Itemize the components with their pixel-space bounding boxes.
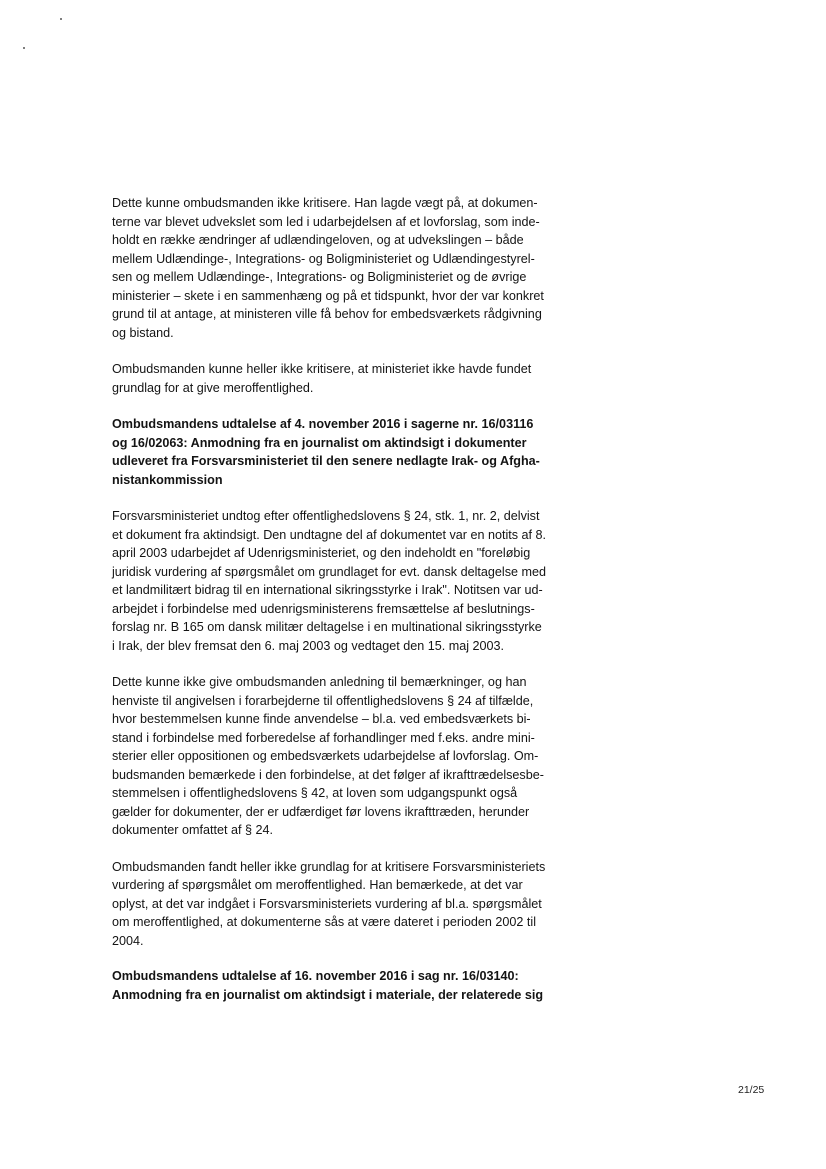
text-line: i Irak, der blev fremsat den 6. maj 2003 og vedtaget den 15. maj 2003. xyxy=(112,638,505,653)
text-line: ministerier – skete i en sammenhæng og på et tidspunkt, hvor der var konkret xyxy=(112,288,544,303)
text-line: juridisk vurdering af spørgsmålet om grundlaget for evt. dansk deltagelse med xyxy=(112,564,546,579)
text-line: sen og mellem Udlændinge-, Integrations- og Boligministeriet og de øvrige xyxy=(112,270,527,284)
text-line: april 2003 udarbejdet af Udenrigsministeriet, og den indeholdt en "foreløbig xyxy=(112,546,531,560)
text-line: et landmilitært bidrag til en international sikringsstyrke i Irak". Notitsen var ud- xyxy=(112,583,543,597)
section-heading-2 xyxy=(112,967,574,1004)
scan-speck xyxy=(23,47,25,49)
heading-line: nistankommission xyxy=(112,472,223,487)
text-line: grundlag for at give meroffentlighed. xyxy=(112,380,314,395)
text-line: terne var blevet udvekslet som led i udarbejdelsen af et lovforslag, som inde- xyxy=(112,214,540,229)
text-line: Ombudsmanden kunne heller ikke kritisere, at ministeriet ikke havde fundet xyxy=(112,362,532,376)
text-line: sterier eller oppositionen og embedsværkets udarbejdelse af lovforslag. Om- xyxy=(112,749,539,763)
document-body xyxy=(112,194,574,1004)
text-line: stemmelsen i offentlighedslovens § 42, at loven som udgangspunkt også xyxy=(112,786,518,800)
paragraph-1 xyxy=(112,194,574,342)
page-number: 21/25 xyxy=(738,1084,765,1096)
text-line: om meroffentlighed, at dokumenterne sås at være dateret i perioden 2002 til xyxy=(112,915,537,929)
text-line: Forsvarsministeriet undtog efter offentlighedslovens § 24, stk. 1, nr. 2, delvist xyxy=(112,509,540,523)
text-line: Ombudsmanden fandt heller ikke grundlag for at kritisere Forsvarsministeriets xyxy=(112,859,546,874)
heading-line: og 16/02063: Anmodning fra en journalist om aktindsigt i dokumenter xyxy=(112,435,527,450)
paragraph-2 xyxy=(112,360,574,397)
scan-speck xyxy=(60,18,62,20)
heading-line: Anmodning fra en journalist om aktindsigt i materiale, der relaterede sig xyxy=(112,987,544,1002)
text-line: Dette kunne ikke give ombudsmanden anledning til bemærkninger, og han xyxy=(112,675,527,689)
text-line: henviste til angivelsen i forarbejderne til offentlighedslovens § 24 af tilfælde, xyxy=(112,693,534,708)
text-line: 2004. xyxy=(112,933,144,948)
paragraph-3 xyxy=(112,507,574,655)
text-line: og bistand. xyxy=(112,325,174,340)
text-line: budsmanden bemærkede i den forbindelse, at det følger af ikrafttrædelsesbe- xyxy=(112,767,544,782)
text-line: Dette kunne ombudsmanden ikke kritisere. Han lagde vægt på, at dokumen- xyxy=(112,196,538,210)
paragraph-5 xyxy=(112,858,574,951)
text-line: holdt en række ændringer af udlændingeloven, og at udvekslingen – både xyxy=(112,233,524,247)
text-line: dokumenter omfattet af § 24. xyxy=(112,823,274,837)
text-line: vurdering af spørgsmålet om meroffentlighed. Han bemærkede, at det var xyxy=(112,878,523,892)
text-line: hvor bestemmelsen kunne finde anvendelse – bl.a. ved embedsværkets bi- xyxy=(112,712,531,726)
text-line: mellem Udlændinge-, Integrations- og Boligministeriet og Udlændingestyrel- xyxy=(112,251,535,266)
heading-line: udleveret fra Forsvarsministeriet til den senere nedlagte Irak- og Afgha- xyxy=(112,454,540,468)
text-line: oplyst, at det var indgået i Forsvarsministeriets vurdering af bl.a. spørgsmålet xyxy=(112,896,542,911)
text-line: arbejdet i forbindelse med udenrigsministerens fremsættelse af beslutnings- xyxy=(112,601,535,616)
text-line: et dokument fra aktindsigt. Den undtagne del af dokumentet var en notits af 8. xyxy=(112,527,547,542)
paragraph-4 xyxy=(112,673,574,840)
text-line: stand i forbindelse med forberedelse af forhandlinger med f.eks. andre mini- xyxy=(112,730,535,745)
text-line: gælder for dokumenter, der er udfærdiget før lovens ikrafttræden, herunder xyxy=(112,804,530,819)
text-line: grund til at antage, at ministeren ville få behov for embedsværkets rådgivning xyxy=(112,307,542,321)
text-line: forslag nr. B 165 om dansk militær deltagelse i en multinational sikringsstyrke xyxy=(112,620,542,634)
heading-line: Ombudsmandens udtalelse af 4. november 2016 i sagerne nr. 16/03116 xyxy=(112,417,534,431)
section-heading-1 xyxy=(112,415,574,489)
heading-line: Ombudsmandens udtalelse af 16. november 2016 i sag nr. 16/03140: xyxy=(112,969,519,983)
